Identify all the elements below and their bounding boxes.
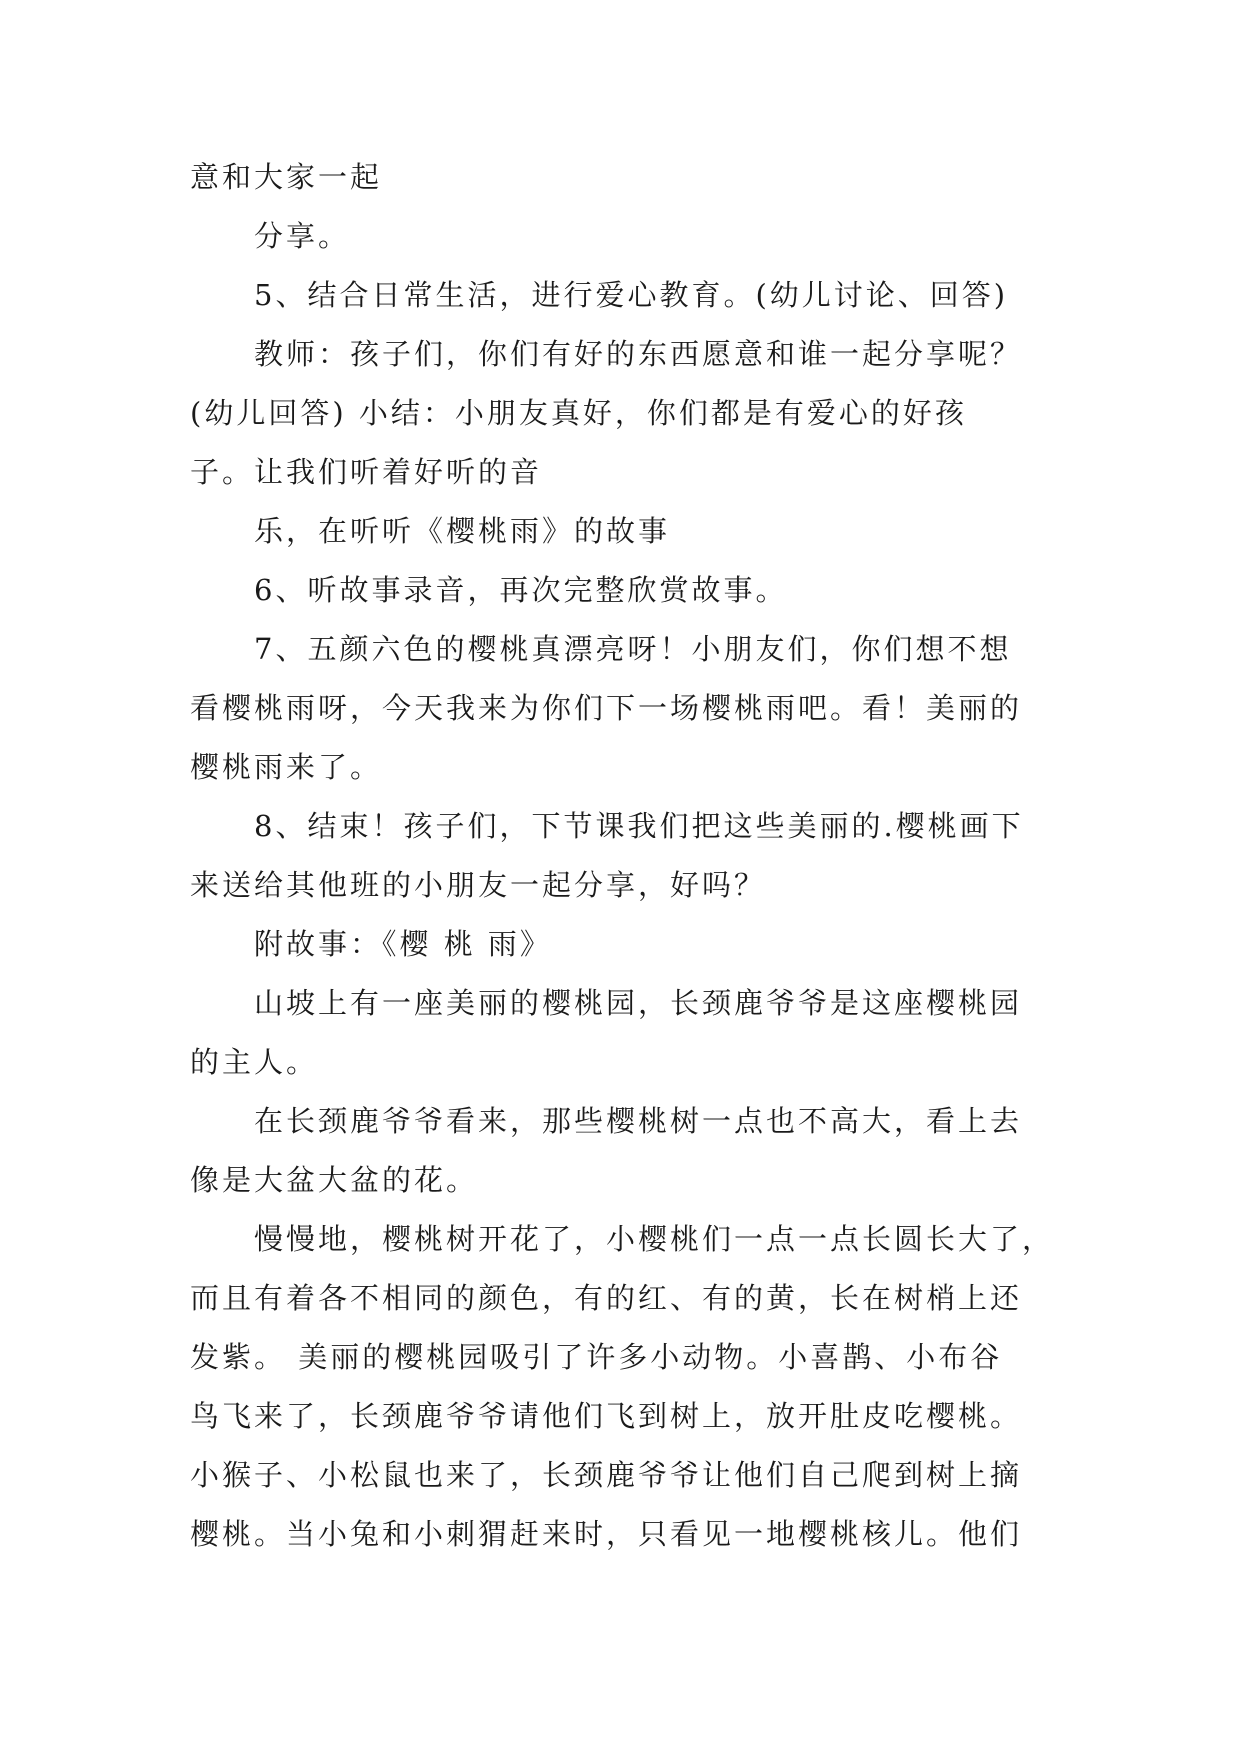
text-line: 分享。 <box>254 219 351 253</box>
text-line: (幼儿回答) 小结：小朋友真好，你们都是有爱心的好孩 <box>190 396 967 430</box>
text-line: 樱桃。当小兔和小刺猬赶来时，只看见一地樱桃核儿。他们 <box>190 1517 1023 1551</box>
text-line: 看樱桃雨呀，今天我来为你们下一场樱桃雨吧。看！美丽的 <box>190 691 1023 725</box>
text-line: 意和大家一起 <box>190 160 383 194</box>
text-line: 慢慢地，樱桃树开花了，小樱桃们一点一点长圆长大了， <box>254 1222 1055 1256</box>
text-line: 来送给其他班的小朋友一起分享，好吗？ <box>190 868 767 902</box>
text-line: 像是大盆大盆的花。 <box>190 1163 479 1197</box>
text-line: 在长颈鹿爷爷看来，那些樱桃树一点也不高大，看上去 <box>254 1104 1023 1138</box>
text-line: 乐，在听听《樱桃雨》的故事 <box>254 514 671 548</box>
document-body <box>190 148 1060 1564</box>
text-line: 附故事：《樱 桃 雨》 <box>254 927 552 961</box>
text-line: 5、结合日常生活，进行爱心教育。(幼儿讨论、回答) <box>254 278 1009 312</box>
text-line: 鸟飞来了，长颈鹿爷爷请他们飞到树上，放开肚皮吃樱桃。 <box>190 1399 1023 1433</box>
text-line: 子。让我们听着好听的音 <box>190 455 543 489</box>
text-line: 教师：孩子们，你们有好的东西愿意和谁一起分享呢？ <box>254 337 1023 371</box>
text-line: 发紫。 美丽的樱桃园吸引了许多小动物。小喜鹊、小布谷 <box>190 1340 1003 1374</box>
text-line: 小猴子、小松鼠也来了，长颈鹿爷爷让他们自己爬到树上摘 <box>190 1458 1023 1492</box>
text-line: 的主人。 <box>190 1045 319 1079</box>
text-line: 樱桃雨来了。 <box>190 750 383 784</box>
text-line: 山坡上有一座美丽的樱桃园，长颈鹿爷爷是这座樱桃园 <box>254 986 1023 1020</box>
text-line: 而且有着各不相同的颜色，有的红、有的黄，长在树梢上还 <box>190 1281 1023 1315</box>
text-line: 8、结束！孩子们，下节课我们把这些美丽的.樱桃画下 <box>254 809 1024 843</box>
text-line: 6、听故事录音，再次完整欣赏故事。 <box>254 573 788 607</box>
text-line: 7、五颜六色的樱桃真漂亮呀！小朋友们，你们想不想 <box>254 632 1012 666</box>
